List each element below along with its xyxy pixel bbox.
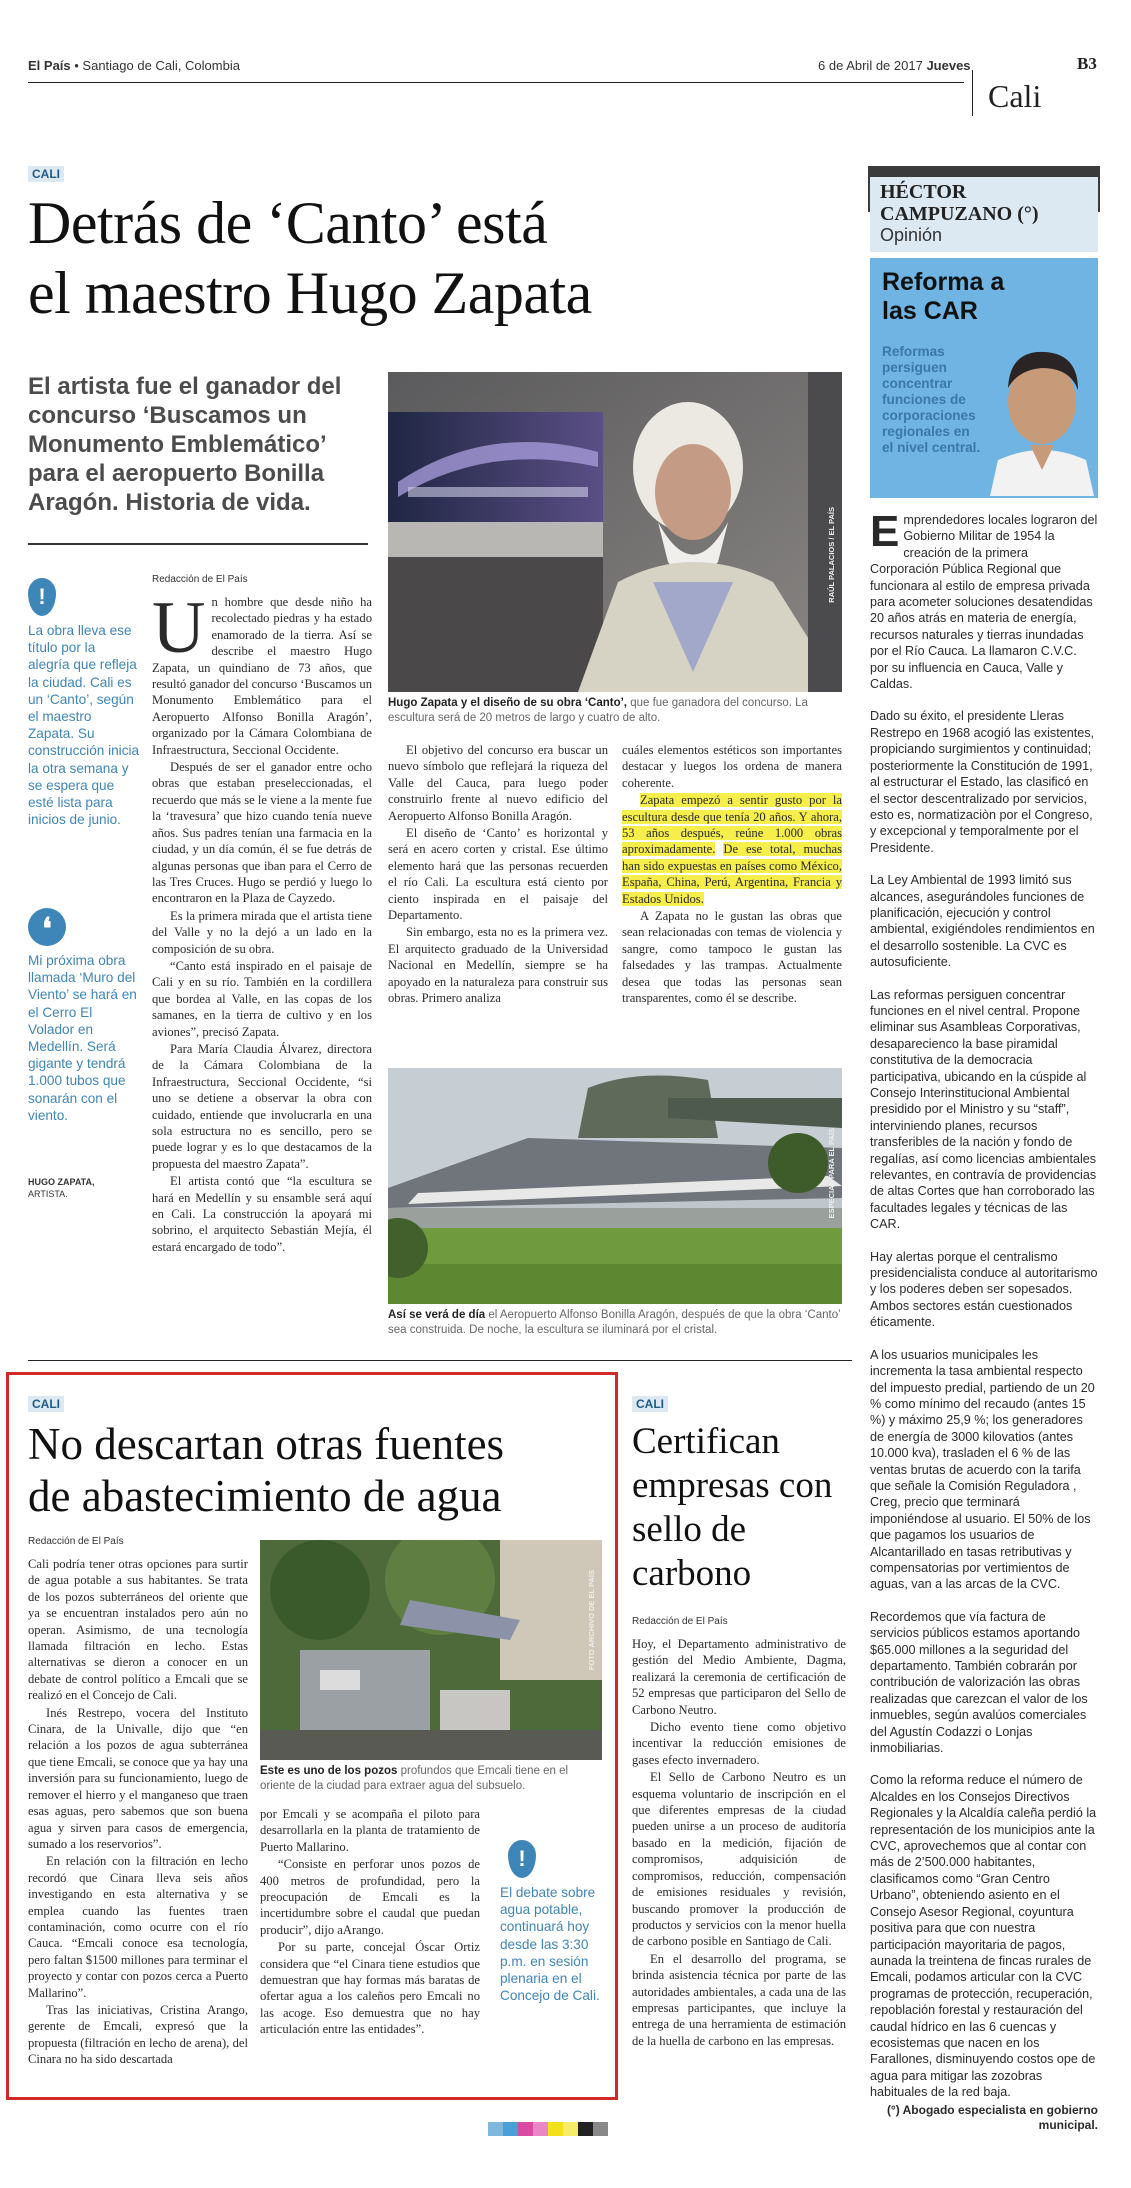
paragraph: Dado su éxito, el presidente Lleras Restrepo en 1968 acogió las existentes, propiciando surgimientos y continuidad; posteriormente la Constitución de 1991, al estructurar el Estado, las clasificó en el sector descentralizado por servicios, esto es, normatizaciòn por el Congreso, y excepcional y temporalmente por el Presidente. — [870, 709, 1095, 855]
photo-caption — [260, 1764, 602, 1794]
side-note: La obra lleva ese título por la alegría que refleja la ciudad. Cali es un ‘Canto’, según el maestro Zapata. Su construcción inicia la otra semana y se espera que esté lista para inicios de junio. — [28, 623, 140, 828]
opinion-summary: Reformas persiguen concentrar funciones de corporaciones regionales en el nivel central. — [882, 344, 981, 455]
author-first: HÉCTOR — [880, 181, 967, 203]
photo-water-well — [260, 1540, 602, 1760]
airport-render — [388, 1068, 842, 1304]
article-column-1 — [152, 587, 372, 1256]
opinion-title: Reforma a las CAR — [882, 268, 1005, 325]
paragraph: Las reformas persiguen concentrar funciones en el nivel central. Propone eliminar sus Asambleas Corporativas, desaparecienco la base piramidal constitutiva de la democracia participativa, ubicando en la cúspide al Consejo Interinstitucional Ambiental presidido por el Ministro y su “staff”, interviniendo planes, recursos transferibles de la nación y fondo de regalías, así como licencias ambientales relevantes, en contravía de providencias de altas Cortes que han corroborado las facultades legales y técnicas de las CAR. — [870, 987, 1097, 1232]
byline: Redacción de El País — [28, 1536, 124, 1547]
highlighted-text: Zapata empezó a sentir gusto por la escultura desde que tenía 20 años. Y ahora, 53 años después, reúne 1.000 obras aproximadamente. — [622, 793, 842, 857]
exclamation-icon: ! — [28, 578, 56, 616]
photo-airport — [388, 1068, 842, 1304]
paragraph: Inés Restrepo, vocera del Instituto Cinara, de la Univalle, dijo que “en relación a los pozos de agua subterránea que tiene Emcali, se conoce que ya hay una inversión para su funcionamiento, luego de remover el hierro y el manganeso que traen esas aguas, pero sabemos que son buena agua y sirven para casos de emergencia, sumado a los reservorios”. — [28, 1705, 248, 1851]
caption-text: que fue ganadora del concurso. La escultura será de 20 metros de largo y cuatro de alto. — [388, 697, 808, 724]
photo-caption — [388, 1308, 842, 1338]
caption-text: profundos que Emcali tiene en el oriente de la ciudad para extraer agua del subsuelo. — [260, 1765, 569, 1792]
opinion-author — [880, 181, 1088, 225]
paragraph: Después de ser el ganador entre ocho obras que estaban preseleccionadas, el recuerdo que más se le viene a la mente fue la ‘travesura’ que hizo cuando tenía nueve años. Sus padres tenían una farmacia en la ciudad, y un día común, él se fue detrás de algunas personas que iban para el Cerro de las Tres Cruces. Hugo se perdió y luego lo encontraron en la Plaza de Cayzedo. — [152, 760, 372, 906]
deck: El artista fue el ganador del concurso ‘Buscamos un Monumento Emblemático’ para el aeropuerto Bonilla Aragón. Historia de vida. — [28, 373, 342, 516]
water-column-1 — [28, 1556, 248, 2069]
paragraph: Sin embargo, esta no es la primera vez. El arquitecto graduado de la Universidad Nacional en Medellín, siempre se ha apoyado en la naturaleza para construir sus obras. Primero analiza — [388, 925, 608, 1006]
water-column-2 — [260, 1806, 480, 2039]
page-number: B3 — [1077, 54, 1097, 73]
article-column-3 — [622, 742, 842, 1008]
photo-credit: RAÚL PALACIOS / EL PAÍS — [827, 507, 836, 603]
date-text: 6 de Abril de 2017 — [818, 58, 923, 73]
carbon-column — [632, 1636, 846, 2050]
paragraph: El objetivo del concurso era buscar un nuevo símbolo que reflejará la riqueza del Valle del Cauca, para luego poder construirlo frente al nuevo edificio del Aeropuerto Alfonso Bonilla Aragón. — [388, 743, 608, 823]
main-headline — [28, 188, 592, 328]
section-tag: CALI — [28, 166, 64, 182]
opinion-author-box — [870, 174, 1098, 252]
color-swatch — [488, 2122, 503, 2136]
paper-name: El País — [28, 58, 71, 73]
quote-icon: ❛ — [28, 908, 66, 946]
opinion-label: Opinión — [880, 225, 943, 245]
quote-attribution — [28, 1176, 95, 1200]
paragraph: cuáles elementos estéticos son importantes destacar y luegos los ordena de manera coherente. — [622, 743, 842, 790]
paragraph: En el desarrollo del programa, se brinda asistencia técnica por parte de las autoridades ambientales, a cada una de las empresas participantes, que incluye la entrega de una herramienta de estimación de la huella de carbono en las empresas. — [632, 1951, 846, 2048]
color-swatch — [578, 2122, 593, 2136]
author-last: CAMPUZANO (°) — [880, 203, 1039, 225]
paragraph: La Ley Ambiental de 1993 limitó sus alcances, asegurándoles funciones de planificación, ejecución y control ambiental, exigiéndoles rendimientos en el desarrollo sostenible. La CVC es autosuficiente. — [870, 873, 1095, 970]
water-headline — [28, 1418, 504, 1522]
color-swatch — [593, 2122, 608, 2136]
section-tag: CALI — [28, 1396, 64, 1412]
paragraph: A los usuarios municipales les incrementa la tasa ambiental respecto del impuesto predial, partiendo de un 20 % como mínimo del recaudo (antes 15 %) y máximo 25,9 %; los generadores de energía de 3000 kilovatios (antes 10.000 kva), trasladen el 6 % de las ventas brutas de acuerdo con la tarifa que señale la Comisión Reguladora , Creg, precio que terminará imponiéndose al usuario. El 50% de los que pagamos los usuarios de Alcantarillado en tasas retributivas y compensatorias por vertimientos de aguas, van a las arcas de la CVC. — [870, 1347, 1095, 1592]
issue-date — [818, 58, 971, 73]
paragraph: “Canto está inspirado en el paisaje de Cali y en su río. También en la cordillera que bordea al Valle, en las copas de los samanes, en la tierra de cultivo y en los aviones”, precisó Zapata. — [152, 958, 372, 1039]
portrait-image — [990, 340, 1094, 496]
paragraph: mprendedores locales lograron del Gobierno Militar de 1954 la creación de la primera Corporación Pública Regional que funcionara al estilo de empresa privada para acometer soluciones desatendidas 20 años atrás en materia de energía, recursos naturales y tierras inundadas por el Río Cauca. La llamaron C.V.C. por su influencia en Cauca, Valle y Caldas. — [870, 513, 1098, 692]
color-swatch — [503, 2122, 518, 2136]
paragraph: Es la primera mirada que el artista tiene del Valle y no la dejó a un lado en la composición de su obra. — [152, 908, 372, 956]
opinion-footnote — [870, 2103, 1098, 2133]
caption-lead: Hugo Zapata y el diseño de su obra ‘Canto’, — [388, 697, 627, 709]
headline-line-1: No descartan otras fuentes — [28, 1419, 505, 1469]
author-portrait — [990, 340, 1094, 496]
opinion-body — [870, 507, 1098, 2133]
caption-lead: Así se verá de día — [388, 1309, 486, 1321]
pull-quote: Mi próxima obra llamada ‘Muro del Viento’ se hará en el Cerro El Volador en Medellín. Será gigante y tendrá 1.000 tubos que sonarán con el viento. — [28, 953, 137, 1123]
masthead: El País • Santiago de Cali, Colombia — [28, 58, 240, 73]
exclamation-icon: ! — [508, 1840, 536, 1878]
photo-hugo-zapata — [388, 372, 842, 692]
caption-text: el Aeropuerto Alfonso Bonilla Aragón, después de que la obra ‘Canto’ sea construida. De noche, la escultura se iluminará por el cristal. — [388, 1309, 841, 1336]
weekday-text: Jueves — [926, 58, 971, 73]
headline-line-2: el maestro Hugo Zapata — [28, 260, 592, 326]
section-tag: CALI — [632, 1396, 668, 1412]
opinion-dropcap: E — [870, 507, 900, 556]
paragraph: El diseño de ‘Canto’ es horizontal y será en acero corten y cristal. Ese último elemento hará que las personas recuerden el río Cali. La escultura está ciento por ciento inspirada en el paisaje del Departamento. — [388, 826, 608, 923]
side-note: El debate sobre agua potable, continuará hoy desde las 3:30 p.m. en sesión plenaria en el Concejo de Cali. — [500, 1885, 600, 2004]
byline: Redacción de El País — [152, 574, 248, 585]
color-swatch — [563, 2122, 578, 2136]
paragraph: En relación con la filtración en lecho recordó que Cinara lleva seis años investigando en esta alternativa y se emplea cuando las fuentes traen contaminación, como ocurre con el río Cauca. “Emcali conoce esa tecnología, pero faltan $1500 millones para terminar el proyecto y contar con pozos cerca a Puerto Mallarino”. — [28, 1854, 248, 2000]
quote-author: HUGO ZAPATA, — [28, 1177, 95, 1187]
byline: Redacción de El País — [632, 1616, 728, 1627]
headline-line-1: Detrás de ‘Canto’ está — [28, 190, 548, 256]
section-rule — [28, 1360, 852, 1361]
quote-role: ARTISTA. — [28, 1189, 68, 1199]
paragraph: El Sello de Carbono Neutro es un esquema voluntario de inscripción en el que diferentes empresas de la ciudad pueden unirse a un proceso de auditoría basado en la medición, fijación de compromisos, adquisición de compromisos, reducción, compensación de emisiones residuales y revisión, buscando promover la producción de productos y servicios con la menor huella de carbono posible en Santiago de Cali. — [632, 1770, 846, 1949]
paragraph: A Zapata no le gustan las obras que sean relacionadas con temas de violencia y sangre, como tampoco le gustan las falsedades y las trampas. Actualmente desea que todas las personas sean transparentes, como él se describe. — [622, 909, 842, 1006]
paragraph: por Emcali y se acompaña el piloto para desarrollarla en la planta de tratamiento de Puerto Mallarino. — [260, 1807, 480, 1854]
paragraph: Como la reforma reduce el número de Alcaldes en los Consejos Directivos Regionales y la Alcaldía caleña perdió la representación de los municipios ante la CVC, aprovechemos que al contar con más de 2’500.000 habitantes, clasificamos como “Gran Centro Urbano”, obteniendo asiento en el Consejo Asesor Regional, coyuntura positiva para que con nuestra participación mayoritaria de pagos, aunada la treintena de fincas rurales de Emcali, podamos articular con la CVC programas de protección, recuperación, repoblación forestal y restauración del caudal hídrico en las 6 cuencas y ecosistemas que nacen en los Farallones, disminuyendo costos ope de agua para mitigar las zozobras habituales de la red baja. — [870, 1773, 1097, 2100]
caption-lead: Este es uno de los pozos — [260, 1765, 398, 1777]
paragraph: Tras las iniciativas, Cristina Arango, gerente de Emcali, expresó que la propuesta (filtración en lecho de arena), del Cinara no ha sido descartada — [28, 2002, 248, 2067]
paragraph: Hoy, el Departamento administrativo de gestión del Medio Ambiente, Dagma, realizará la ceremonia de certificación de 52 empresas que participaron del Sello de Carbono Neutro. — [632, 1637, 846, 1717]
paragraph: n hombre que desde niño ha recolectado piedras y ha estado enamorado de la tierra. Así se describe el maestro Hugo Zapata, un quindiano de 73 años, que resultó ganador del concurso ‘Buscamos un Monumento Emblemático para el Aeropuerto Alfonso Bonilla Aragón’, organizado por la Cámara Colombiana de Infraestructura, Seccional Occidente. — [152, 595, 372, 757]
photo-caption — [388, 696, 842, 726]
carbon-headline: Certifican empresas con sello de carbono — [632, 1421, 833, 1594]
paragraph: Dicho evento tiene como objetivo incentivar la reducción emisiones de gases efecto invernadero. — [632, 1720, 846, 1767]
photo-artwork — [388, 372, 842, 692]
header-rule — [28, 82, 964, 83]
header-divider — [972, 70, 973, 116]
paper-location: Santiago de Cali, Colombia — [82, 58, 240, 73]
paragraph: Cali podría tener otras opciones para surtir de agua potable a sus habitantes. Se trata de los pozos subterráneos del oriente que ya se encuentran instalados pero aún no operan. Asimismo, de una tecnología llamada filtración en lecho. Estas alternativas se dieron a conocer en un debate de control político a Emcali que se realizó en el Concejo de Cali. — [28, 1557, 248, 1703]
paragraph: “Consiste en perforar unos pozos de 400 metros de profundidad, pero la preocupación de Emcali es la incertidumbre sobre el caudal que puedan producir”, dijo aArango. — [260, 1857, 480, 1937]
paragraph: Hay alertas porque el centralismo presidencialista conduce al autoritarismo y los poderes deben ser sopesados. Ambos sectores están cuestionados éticamente. — [870, 1249, 1098, 1330]
dropcap: U — [152, 587, 206, 669]
photo-credit: FOTO ARCHIVO DE EL PAÍS — [587, 1570, 596, 1671]
footnote-line: (°) Abogado especialista en gobierno — [886, 2102, 1098, 2117]
deck-rule — [28, 543, 368, 545]
print-color-bar — [488, 2122, 608, 2136]
paragraph: Por su parte, concejal Óscar Ortiz considera que “el Cinara tiene estudios que demuestran que hay formas más baratas de ofertar agua a los caleños pero Emcali no las acoge. Eso demuestra que no hay articulación entre las entidades”. — [260, 1940, 480, 2037]
paragraph: Recordemos que vía factura de servicios públicos estamos aportando $65.000 millones a la seguridad del departamento. También cobrarán por contribución de valorización las obras realizadas que carezcan el valor de los inmuebles, según avalúos comerciales del Agustín Codazzi o Lonjas inmobiliarias. — [870, 1609, 1088, 1756]
color-swatch — [518, 2122, 533, 2136]
headline-line-2: de abastecimiento de agua — [28, 1471, 502, 1521]
article-column-2 — [388, 742, 608, 1008]
paragraph: El artista contó que “la escultura se hará en Medellín y su ensamble será aquí en Cali. La construcción la apoyará mi sobrino, el arquitecto Sebastián Mejía, él estará encargado de todo”. — [152, 1174, 372, 1254]
color-swatch — [533, 2122, 548, 2136]
photo-credit: ESPECIAL PARA EL PAÍS — [827, 1128, 836, 1219]
section-name: Cali — [988, 78, 1042, 114]
footnote-line: municipal. — [1038, 2117, 1098, 2132]
highlighted-text: De ese total, muchas han sido expuestas en países como México, España, China, Perú, Argentina, Francia y Estados Unidos. — [622, 842, 842, 906]
color-swatch — [548, 2122, 563, 2136]
well-image — [260, 1540, 602, 1760]
paragraph: Para María Claudia Álvarez, directora de la Cámara Colombiana de la Infraestructura, Seccional Occidente, “si uno se detiene a observar la obra con cuidado, entiende que involucrarla en una sola estructura no es sencillo, pero se puede lograr y es lo que destacamos de la propuesta del maestro Zapata”. — [152, 1041, 372, 1171]
